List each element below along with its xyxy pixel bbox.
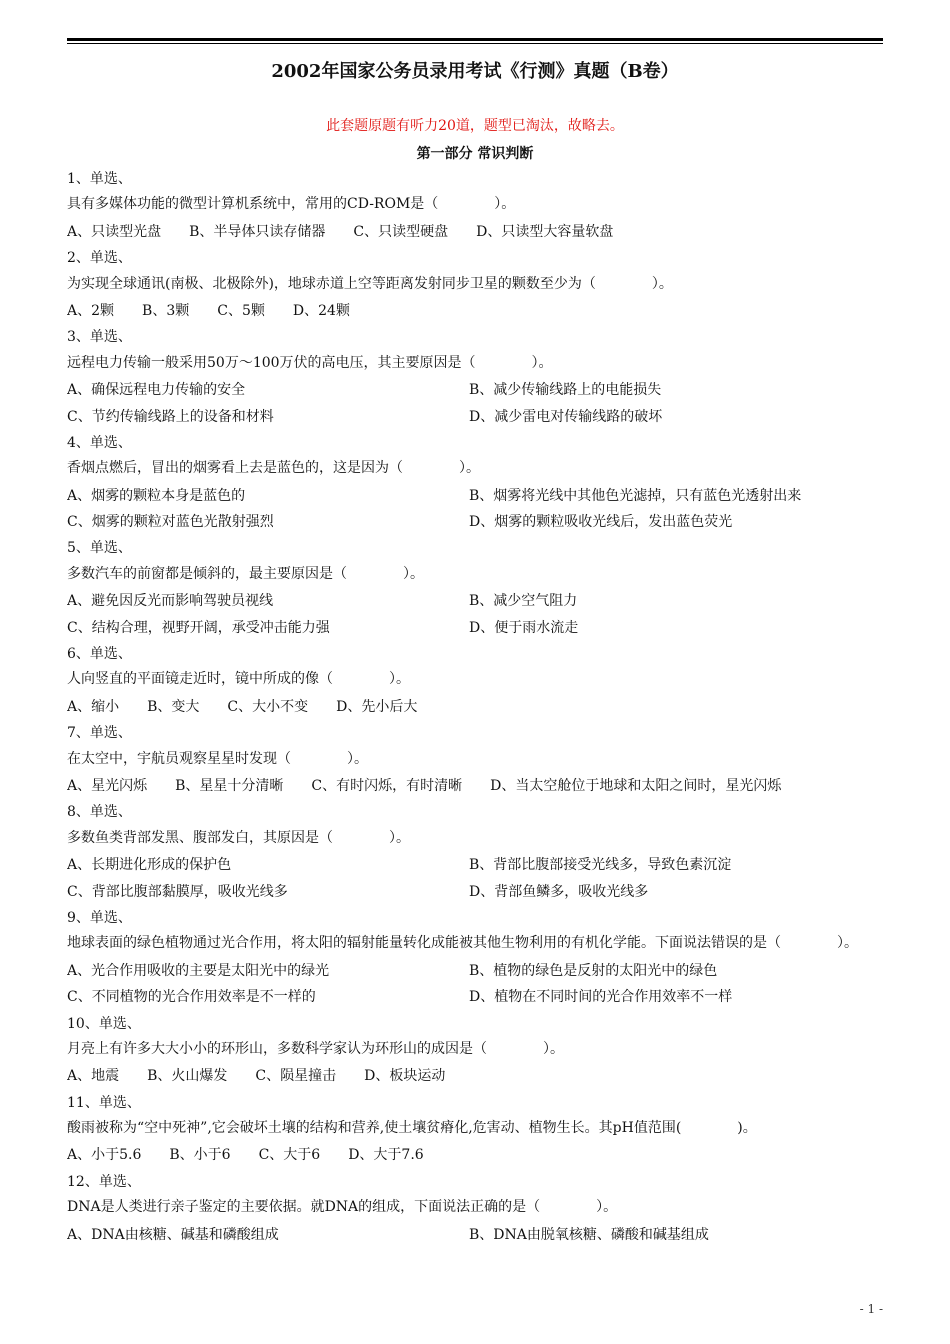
page-number: - 1 - <box>859 1302 883 1316</box>
question-label: 8、单选、 <box>67 804 132 821</box>
answer-option: D、先小后大 <box>336 698 418 715</box>
answer-option: B、减少传输线路上的电能损失 <box>469 382 662 399</box>
answer-option: C、有时闪烁，有时清晰 <box>311 777 463 794</box>
section-heading: 第一部分 常识判断 <box>416 146 534 162</box>
header-rule-thick <box>67 38 883 41</box>
option-grid <box>67 1222 883 1248</box>
question-stem: 多数汽车的前窗都是倾斜的，最主要原因是（ ）。 <box>67 565 424 582</box>
answer-option: D、板块运动 <box>364 1068 446 1085</box>
answer-option: C、陨星撞击 <box>255 1068 337 1085</box>
question-stem: 酸雨被称为“空中死神”,它会破坏土壤的结构和营养,使土壤贫瘠化,危害动、植物生长。其pH值范围( )。 <box>67 1120 757 1137</box>
option-row <box>67 298 883 324</box>
option-row <box>67 1063 883 1089</box>
answer-option: B、3颗 <box>142 302 190 319</box>
answer-option: A、DNA由核糖、碱基和磷酸组成 <box>67 1226 279 1243</box>
answer-option: B、植物的绿色是反射的太阳光中的绿色 <box>469 962 718 979</box>
answer-option: C、背部比腹部黏膜厚，吸收光线多 <box>67 883 288 900</box>
option-grid <box>67 483 883 536</box>
question-stem: 具有多媒体功能的微型计算机系统中，常用的CD-ROM是（ ）。 <box>67 196 516 213</box>
question-stem: DNA是人类进行亲子鉴定的主要依据。就DNA的组成，下面说法正确的是（ ）。 <box>67 1199 618 1216</box>
question-stem: 远程电力传输一般采用50万～100万伏的高电压，其主要原因是（ ）。 <box>67 354 553 371</box>
question-block <box>67 1169 883 1248</box>
answer-option: D、便于雨水流走 <box>469 619 579 636</box>
answer-option: B、烟雾将光线中其他色光滤掉，只有蓝色光透射出来 <box>469 487 802 504</box>
answer-option: C、大小不变 <box>227 698 309 715</box>
answer-option: A、地震 <box>67 1068 120 1085</box>
question-stem: 为实现全球通讯(南极、北极除外)，地球赤道上空等距离发射同步卫星的颗数至少为（ ）。 <box>67 275 673 292</box>
answer-option: C、只读型硬盘 <box>353 223 449 240</box>
question-label: 11、单选、 <box>67 1094 141 1111</box>
answer-option: D、植物在不同时间的光合作用效率不一样 <box>469 989 733 1006</box>
answer-option: A、光合作用吸收的主要是太阳光中的绿光 <box>67 962 330 979</box>
answer-option: D、背部鱼鳞多，吸收光线多 <box>469 883 649 900</box>
answer-option: B、火山爆发 <box>147 1068 228 1085</box>
answer-option: C、节约传输线路上的设备和材料 <box>67 408 274 425</box>
option-row <box>67 1142 883 1168</box>
answer-option: C、不同植物的光合作用效率是不一样的 <box>67 989 316 1006</box>
answer-option: D、24颗 <box>292 302 350 319</box>
question-block <box>67 1011 883 1090</box>
answer-option: B、DNA由脱氧核糖、磷酸和碱基组成 <box>469 1226 709 1243</box>
question-list <box>67 166 883 1248</box>
question-block <box>67 324 883 430</box>
answer-option: A、星光闪烁 <box>67 777 148 794</box>
answer-option: A、缩小 <box>67 698 120 715</box>
question-stem: 在太空中，宇航员观察星星时发现（ ）。 <box>67 750 368 767</box>
question-label: 9、单选、 <box>67 909 132 926</box>
answer-option: D、当太空舱位于地球和太阳之间时，星光闪烁 <box>490 777 782 794</box>
question-label: 6、单选、 <box>67 646 132 663</box>
question-label: 5、单选、 <box>67 540 132 557</box>
answer-option: B、减少空气阻力 <box>469 593 578 610</box>
answer-option: A、烟雾的颗粒本身是蓝色的 <box>67 487 246 504</box>
option-grid <box>67 377 883 430</box>
option-row <box>67 694 883 720</box>
answer-option: D、减少雷电对传输线路的破坏 <box>469 408 663 425</box>
question-label: 2、单选、 <box>67 250 132 267</box>
question-label: 12、单选、 <box>67 1173 141 1190</box>
answer-option: A、确保远程电力传输的安全 <box>67 382 246 399</box>
answer-option: C、结构合理，视野开阔，承受冲击能力强 <box>67 619 330 636</box>
question-label: 4、单选、 <box>67 434 132 451</box>
question-block <box>67 166 883 245</box>
editor-note: 此套题原题有听力20道，题型已淘汰，故略去。 <box>326 118 624 134</box>
answer-option: C、大于6 <box>258 1147 321 1164</box>
question-stem: 多数鱼类背部发黑、腹部发白，其原因是（ ）。 <box>67 829 410 846</box>
question-stem: 香烟点燃后，冒出的烟雾看上去是蓝色的，这是因为（ ）。 <box>67 460 480 477</box>
answer-option: C、烟雾的颗粒对蓝色光散射强烈 <box>67 514 274 531</box>
question-block <box>67 1090 883 1169</box>
answer-option: A、长期进化形成的保护色 <box>67 857 232 874</box>
question-label: 1、单选、 <box>67 171 132 187</box>
answer-option: D、烟雾的颗粒吸收光线后，发出蓝色荧光 <box>469 514 733 531</box>
answer-option: B、星星十分清晰 <box>175 777 284 794</box>
question-block <box>67 430 883 536</box>
option-grid <box>67 852 883 905</box>
option-row <box>67 773 883 799</box>
answer-option: B、半导体只读存储器 <box>189 223 326 240</box>
page-title: 2002年国家公务员录用考试《行测》真题（B卷） <box>271 61 679 82</box>
answer-option: B、小于6 <box>169 1147 231 1164</box>
question-block <box>67 799 883 905</box>
question-label: 3、单选、 <box>67 329 132 346</box>
option-row <box>67 219 883 245</box>
answer-option: A、小于5.6 <box>67 1147 142 1164</box>
question-label: 10、单选、 <box>67 1015 141 1032</box>
question-label: 7、单选、 <box>67 725 132 742</box>
question-block <box>67 535 883 641</box>
question-stem: 月亮上有许多大大小小的环形山，多数科学家认为环形山的成因是（ ）。 <box>67 1040 564 1057</box>
question-block <box>67 245 883 324</box>
option-grid <box>67 958 883 1011</box>
question-block <box>67 905 883 1011</box>
answer-option: C、5颗 <box>217 302 265 319</box>
answer-option: A、2颗 <box>67 302 115 319</box>
answer-option: A、只读型光盘 <box>67 223 162 240</box>
answer-option: B、变大 <box>147 698 200 715</box>
answer-option: A、避免因反光而影响驾驶员视线 <box>67 593 274 610</box>
question-block <box>67 641 883 720</box>
question-stem: 人向竖直的平面镜走近时，镜中所成的像（ ）。 <box>67 671 410 688</box>
question-block <box>67 720 883 799</box>
question-stem: 地球表面的绿色植物通过光合作用，将太阳的辐射能量转化成能被其他生物利用的有机化学能。下面说法错误的是（ ）。 <box>67 935 858 952</box>
option-grid <box>67 588 883 641</box>
header-rule-thin <box>67 43 883 44</box>
answer-option: D、大于7.6 <box>348 1147 424 1164</box>
answer-option: D、只读型大容量软盘 <box>476 223 614 240</box>
answer-option: B、背部比腹部接受光线多，导致色素沉淀 <box>469 857 732 874</box>
